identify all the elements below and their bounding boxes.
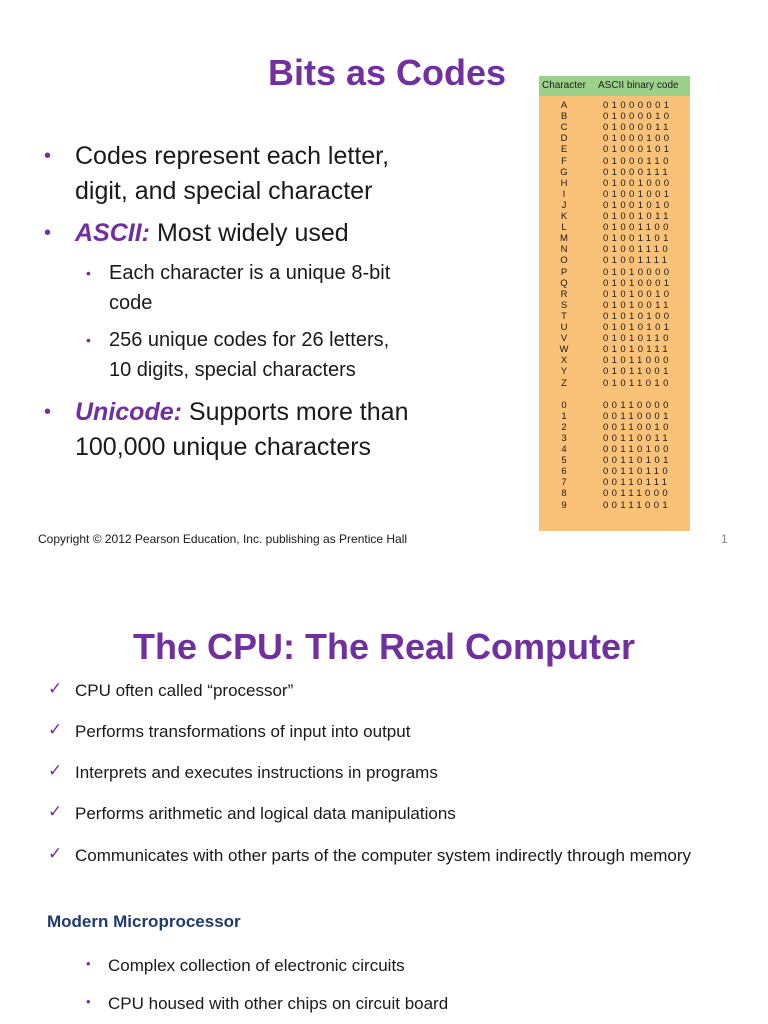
- ascii-table-header: [539, 76, 690, 96]
- ascii-binary-code: 00111000: [603, 488, 672, 500]
- ascii-row: [539, 501, 690, 510]
- bullet-text: Codes represent each letter, digit, and special character: [75, 142, 390, 205]
- ascii-binary-code: 01010011: [603, 299, 672, 311]
- ascii-character: M: [560, 233, 568, 245]
- ascii-binary-code: 01010111: [603, 344, 672, 356]
- ascii-row: [539, 168, 690, 177]
- ascii-row: [539, 489, 690, 498]
- ascii-binary-code: 00110101: [603, 455, 672, 467]
- ascii-binary-code: 00111001: [603, 499, 672, 511]
- ascii-row: [539, 223, 690, 232]
- ascii-binary-code: 01001101: [603, 233, 672, 245]
- ascii-character: 5: [561, 455, 567, 467]
- ascii-row: [539, 245, 690, 254]
- ascii-row: [539, 401, 690, 410]
- ascii-binary-code: 01000101: [603, 144, 673, 156]
- header-ascii-code: ASCII binary code: [598, 80, 679, 91]
- ascii-character: T: [561, 310, 567, 322]
- sub-bullet-text: Each character is a unique 8-bit code: [109, 262, 391, 314]
- bullet-text: Unicode: Supports more than 100,000 unique characters: [75, 398, 409, 461]
- ascii-row: [539, 234, 690, 243]
- ascii-row: [539, 379, 690, 388]
- ascii-binary-code: 01000001: [603, 100, 673, 111]
- ascii-row: [539, 256, 690, 265]
- subheading-modern-microprocessor: Modern Microprocessor: [47, 912, 241, 931]
- ascii-binary-code: 01011000: [603, 355, 672, 367]
- ascii-row: [539, 290, 690, 299]
- ascii-row: [539, 478, 690, 487]
- ascii-character: 2: [561, 421, 567, 433]
- ascii-row: [539, 201, 690, 210]
- ascii-row: [539, 157, 690, 166]
- ascii-character: W: [559, 344, 569, 356]
- ascii-binary-code: 00110000: [603, 399, 672, 411]
- ascii-row: [539, 434, 690, 443]
- ascii-character: V: [560, 333, 568, 345]
- ascii-character: X: [560, 355, 568, 367]
- ascii-character: 4: [561, 444, 567, 455]
- ascii-row: [539, 190, 690, 199]
- bullet-dot-icon: •: [86, 265, 91, 281]
- slide-title: The CPU: The Real Computer: [132, 626, 636, 667]
- ascii-character: K: [560, 211, 568, 222]
- ascii-binary-code: 01010001: [603, 277, 673, 289]
- ascii-row: [539, 123, 690, 132]
- ascii-binary-code: 01010110: [603, 333, 672, 345]
- bullet-dot-icon: •: [86, 332, 91, 348]
- ascii-binary-code: 01010000: [603, 266, 673, 278]
- ascii-character: B: [560, 111, 568, 123]
- ascii-row: [539, 101, 690, 110]
- ascii-character: Z: [561, 377, 567, 389]
- bullet-dot-icon: •: [44, 401, 52, 423]
- ascii-binary-code: 01011001: [603, 366, 672, 378]
- ascii-row: [539, 467, 690, 476]
- bullet-dot-icon: •: [86, 956, 91, 971]
- ascii-row: [539, 301, 690, 310]
- ascii-binary-code: 01010100: [603, 310, 673, 322]
- ascii-character: 3: [561, 432, 567, 444]
- ascii-row: [539, 367, 690, 376]
- bullet-dot-icon: •: [44, 145, 52, 167]
- checkmark-icon: ✓: [48, 679, 63, 698]
- ascii-binary-code: 01001111: [603, 255, 671, 267]
- ascii-character: S: [560, 299, 568, 311]
- ascii-row: [539, 179, 690, 188]
- ascii-binary-code: 01001010: [603, 199, 673, 211]
- ascii-character: F: [561, 155, 567, 167]
- ascii-row: [539, 323, 690, 332]
- ascii-binary-code: 01010101: [603, 322, 673, 333]
- ascii-row: [539, 112, 690, 121]
- ascii-binary-code: 01011010: [603, 377, 672, 389]
- ascii-character: Q: [560, 277, 568, 289]
- ascii-character: G: [560, 166, 568, 178]
- ascii-character: 1: [561, 410, 567, 422]
- slide-title: Bits as Codes: [268, 52, 507, 93]
- ascii-row: [539, 279, 690, 288]
- ascii-character: R: [560, 288, 568, 300]
- checkmark-icon: ✓: [48, 802, 63, 821]
- ascii-row: [539, 423, 690, 432]
- checkmark-icon: ✓: [48, 761, 63, 780]
- ascii-row: [539, 412, 690, 421]
- ascii-character: H: [560, 177, 568, 189]
- ascii-row: [539, 312, 690, 321]
- ascii-binary-code: 01001001: [603, 188, 673, 200]
- ascii-row: [539, 268, 690, 277]
- ascii-row: [539, 445, 690, 454]
- ascii-binary-code: 01010010: [603, 288, 673, 300]
- page-number: 1: [721, 532, 728, 546]
- ascii-row: [539, 134, 690, 143]
- checkmark-icon: ✓: [48, 720, 63, 739]
- ascii-binary-code: 01001011: [603, 211, 672, 222]
- bullet-dot-icon: •: [44, 222, 52, 244]
- ascii-row: [539, 334, 690, 343]
- ascii-row: [539, 145, 690, 154]
- ascii-binary-code: 00110100: [603, 444, 672, 455]
- copyright-footer: Copyright © 2012 Pearson Education, Inc. publishing as Prentice Hall: [38, 532, 408, 546]
- ascii-character: P: [560, 266, 568, 278]
- ascii-character: E: [560, 144, 568, 156]
- sub-bullet-text: 256 unique codes for 26 letters, 10 digits, special characters: [109, 329, 390, 381]
- ascii-row: [539, 456, 690, 465]
- ascii-character: A: [560, 100, 568, 111]
- ascii-row: [539, 345, 690, 354]
- ascii-character: Y: [560, 366, 568, 378]
- ascii-character: 9: [561, 499, 567, 511]
- ascii-character: L: [561, 222, 567, 234]
- ascii-binary-code: 01001110: [603, 244, 672, 256]
- ascii-binary-code: 01000011: [603, 122, 672, 134]
- ascii-binary-code: 01000010: [603, 111, 673, 123]
- ascii-character: 0: [561, 399, 567, 411]
- ascii-binary-code: 00110111: [603, 477, 671, 489]
- ascii-binary-code: 00110011: [603, 432, 672, 444]
- ascii-character: I: [562, 188, 566, 200]
- ascii-binary-code: 01001100: [603, 222, 672, 234]
- checkmark-icon: ✓: [48, 844, 63, 863]
- ascii-row: [539, 212, 690, 221]
- header-character: Character: [542, 80, 586, 91]
- ascii-binary-code: 01001000: [603, 177, 673, 189]
- bullet-dot-icon: •: [86, 994, 91, 1009]
- ascii-binary-code: 01000111: [603, 166, 672, 178]
- ascii-character: 7: [561, 477, 567, 489]
- ascii-table: [539, 76, 690, 531]
- ascii-character: O: [560, 255, 568, 267]
- ascii-binary-code: 00110110: [603, 466, 672, 478]
- ascii-row: [539, 356, 690, 365]
- ascii-binary-code: 00110010: [603, 421, 672, 433]
- ascii-character: D: [560, 133, 568, 145]
- ascii-character: U: [560, 322, 568, 333]
- ascii-binary-code: 01000100: [603, 133, 673, 145]
- ascii-binary-code: 00110001: [603, 410, 672, 422]
- ascii-character: 8: [561, 488, 567, 500]
- ascii-binary-code: 01000110: [603, 155, 672, 167]
- ascii-character: 6: [561, 466, 567, 478]
- bullet-text: ASCII: Most widely used: [75, 219, 349, 247]
- ascii-character: N: [560, 244, 568, 256]
- ascii-character: J: [561, 199, 567, 211]
- ascii-character: C: [560, 122, 568, 134]
